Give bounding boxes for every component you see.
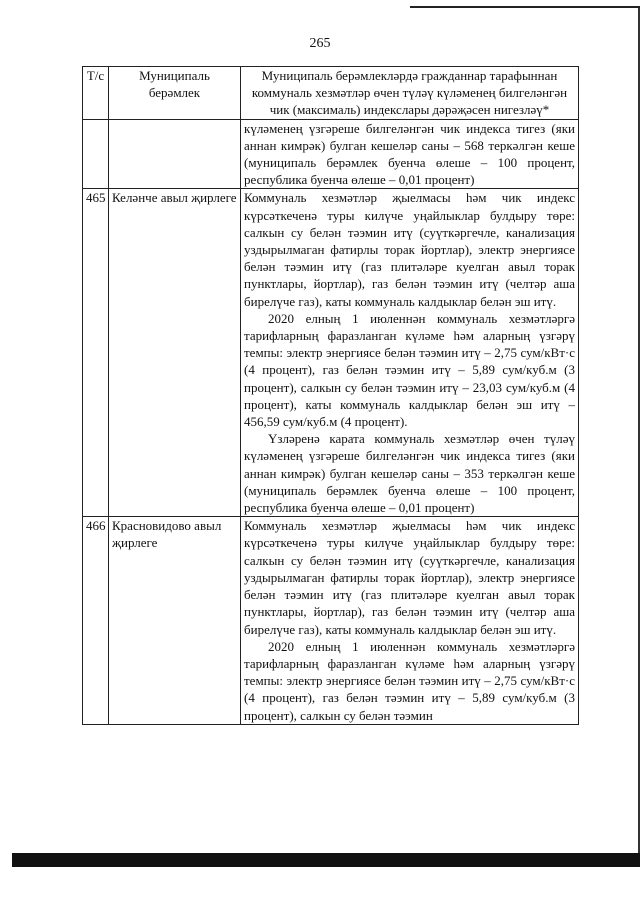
header-municipality: Муниципаль берәмлек — [109, 67, 241, 120]
header-num: Т/с — [83, 67, 109, 120]
cell-municipality: Келәнче авыл җирлеге — [109, 189, 241, 517]
cell-description — [241, 189, 579, 517]
cell-municipality-empty — [109, 119, 241, 189]
scan-edge-top — [410, 6, 640, 8]
cell-num-empty — [83, 119, 109, 189]
description-paragraph: 2020 елның 1 июленнән коммуналь хезмәтләргә тарифларның фаразланган күләме һәм аларның үзгәрү темпы: электр энергиясе белән тәэмин итү – 2,75 сум/кВт·с (4 процент), газ белән тәэмин итү – 5,89 сум/куб.м (3 процент), салкын су белән тәэмин — [244, 638, 575, 723]
table-row-continuation — [83, 119, 579, 189]
table-row-466 — [83, 517, 579, 724]
cell-description — [241, 119, 579, 189]
table-header-row — [83, 67, 579, 120]
cell-num: 465 — [83, 189, 109, 517]
header-description: Муниципаль берәмлекләрдә гражданнар тарафыннан коммуналь хезмәтләр өчен түләү күләменең билгеләнгән чик (максималь) индекслары дәрәҗәсен нигезләү* — [241, 67, 579, 120]
description-paragraph: Коммуналь хезмәтләр җыелмасы һәм чик индекс күрсәткеченә туры килүче уңайлыклар булдыру төре: салкын су белән тәэмин итү (суүткәргечле, канализация уздырылмаган фатирлы торак йортлар), электр энергиясе белән тәэмин итү (газ плитәләре куелган авыл торак пунктлары, йортлар), газ белән тәэмин итү (челтәр аша бирелүче газ), каты коммуналь калдыклар белән эш итү. — [244, 518, 575, 637]
table-row-465 — [83, 189, 579, 517]
cell-description — [241, 517, 579, 724]
page-number: 265 — [309, 36, 331, 51]
tariff-table — [82, 66, 579, 725]
cell-num: 466 — [83, 517, 109, 724]
description-paragraph: күләменең үзгәреше билгеләнгән чик индекса тигез (яки аннан кимрәк) булган кешеләр саны – 568 теркәлгән кеше (муниципаль берәмлек буенча өлеше – 100 процент, республика буенча өлеше – 0,01 процент) — [244, 120, 575, 188]
description-paragraph: 2020 елның 1 июленнән коммуналь хезмәтләргә тарифларның фаразланган күләме һәм аларның үзгәрү темпы: электр энергиясе белән тәэмин итү – 2,75 сум/кВт·с (4 процент), газ белән тәэмин итү – 5,89 сум/куб.м (3 процент), салкын су белән тәэмин итү – 23,03 сум/куб.м (4 процент), каты коммуналь калдыклар белән эш итү – 456,59 сум/куб.м (4 процент). — [244, 310, 575, 430]
description-paragraph: Коммуналь хезмәтләр җыелмасы һәм чик индекс күрсәткеченә туры килүче уңайлыклар булдыру төре: салкын су белән тәэмин итү (суүткәргечле, канализация уздырылмаган фатирлы торак йортлар), электр энергиясе белән тәэмин итү (газ плитәләре куелган авыл торак пунктлары, йортлар), газ белән тәэмин итү (челтәр аша бирелүче газ), каты коммуналь калдыклар белән эш итү. — [244, 190, 575, 309]
scan-edge-bottom — [12, 853, 640, 867]
description-paragraph: Үзләренә карата коммуналь хезмәтләр өчен түләү күләменең үзгәреше билгеләнгән чик индекса тигез (яки аннан кимрәк) булган кешеләр саны – 353 теркәлгән кеше (муниципаль берәмлек буенча өлеше – 100 процент, республика буенча өлеше – 0,01 процент) — [244, 431, 575, 516]
cell-municipality: Красновидово авыл җирлеге — [109, 517, 241, 724]
